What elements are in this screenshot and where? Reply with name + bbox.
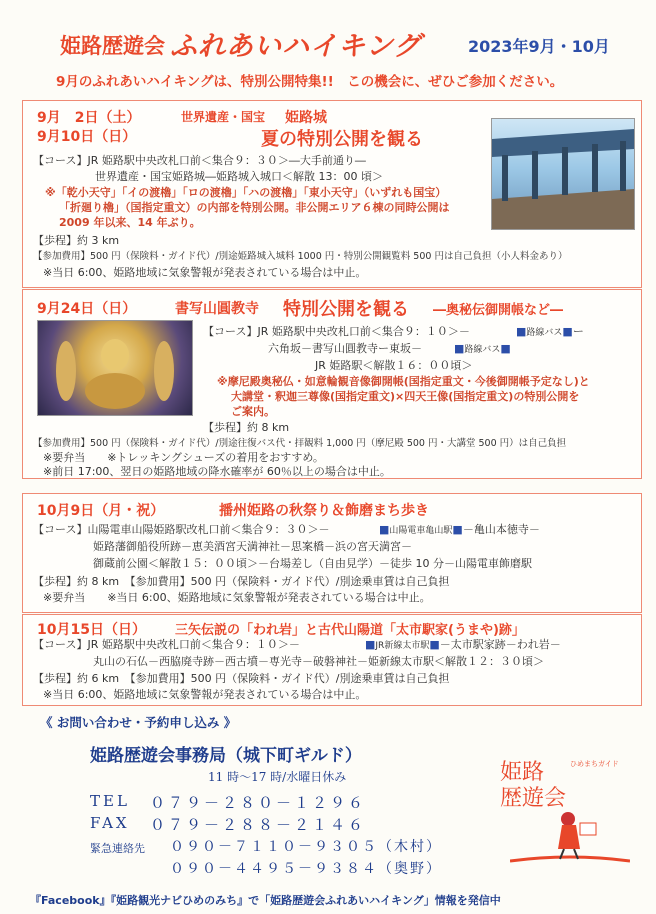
train-icon: ■ [379,523,390,536]
event-place: 書写山圓教寺 [175,301,259,317]
event-warning: ※前日 17:00、翌日の姫路地域の降水確率が 60％以上の場合は中止。 [43,465,391,478]
emergency-number[interactable]: ０９０－４４９５－９３８４（奥野） [170,861,442,877]
event-course: 【コース】JR 姫路駅中央改札口前＜集合９：３０＞―大手前通り― [33,154,366,167]
event-place: 姫路城 [285,110,327,126]
event-title: 特別公開を観る [283,299,409,320]
event-title: 夏の特別公開を観る [261,129,423,150]
event-course: 【コース】JR 姫路駅中央改札口前＜集合９：１０＞－ [33,638,300,651]
office-name: 姫路歴遊会事務局（城下町ギルド） [90,746,362,766]
event-course: 世界遺産・国宝姫路城―姫路城入城口＜解散 13：00 頃＞ [95,170,383,183]
bus-segment [454,341,511,358]
event-note: ※「乾小天守」「イの渡櫓」「ロの渡櫓」「ハの渡櫓」「東小天守」（いずれも国宝） [45,186,447,199]
event-steps: 【歩程】約 8 km [203,421,290,434]
event-note: ご案内。 [231,405,275,418]
bus-segment: ■路線バス■ー [516,325,584,338]
intro-text: 9月のふれあいハイキングは、特別公開特集!! この機会に、ぜひご参加ください。 [56,74,564,90]
event-subtitle: ―奥秘伝御開帳など― [433,303,564,318]
buddha-statue-photo [37,320,193,416]
event-date: 10月15日（日） [37,622,146,638]
bus-label: 路線バス [464,345,501,355]
logo-text: 姫路 [500,760,545,785]
flyer-title: ふれあいハイキング [170,31,422,62]
event-course: 【コース】JR 姫路駅中央改札口前＜集合９：１０＞－ [203,325,470,338]
event-course: 六角坂－書写山圓教寺ー東坂－ [268,342,422,355]
event-date: 9月 2日（土） [37,110,141,126]
event-fee: 【参加費用】500 円（保険料・ガイド代）/別途往復バス代・拝観料 1,000 円（摩尼殿 500 円・大講堂 500 円）は自己負担 [33,438,567,449]
train-label: 山陽電車亀山駅 [389,526,453,536]
event-warning: ※当日 6:00、姫路地域に気象警報が発表されている場合は中止。 [43,688,367,701]
event-box-wareiwa [22,614,642,706]
event-title: 播州姫路の秋祭り＆飾磨まち歩き [219,503,429,519]
emergency-label: 緊急連絡先 [90,842,145,855]
event-box-shosha [22,289,642,479]
train-segment [379,522,540,539]
org-name: 姫路歴遊会 [60,34,165,58]
bus-icon: ■ [500,342,511,355]
flyer-date: 2023年9月・10月 [468,37,610,56]
train-icon: ■ [429,638,440,651]
event-course: JR 姫路駅＜解散１６：００頃＞ [315,359,473,372]
logo-small-text: ひめまちガイド [570,760,619,768]
event-steps: 【歩程】約 3 km [33,234,120,247]
event-course: 姫路藩御船役所跡－恵美酒宮天満神社－思案橋－浜の宮天満宮－ [93,540,412,553]
emergency-number[interactable]: ０９０－７１１０－９３０５（木村） [170,839,442,855]
event-steps-fee: 【歩程】約 6 km 【参加費用】500 円（保険料・ガイド代）/別途乗車賃は自己負担 [33,672,450,685]
rekiyukai-logo [490,755,640,870]
event-fee: 【参加費用】500 円（保険料・ガイド代）/別途姫路城入城料 1000 円・特別公開観覧料 500 円は自己負担（小人料金あり） [33,251,568,262]
event-date: 9月10日（日） [37,129,137,145]
event-bring: ※要弁当 ※トレッキングシューズの着用をおすすめ。 [43,451,324,464]
event-warning: ※当日 6:00、姫路地域に気象警報が発表されている場合は中止。 [43,266,367,279]
castle-corridor-photo [491,118,635,230]
event-steps-fee: 【歩程】約 8 km 【参加費用】500 円（保険料・ガイド代）/別途乗車賃は自己負担 [33,575,450,588]
fax-label: FAX [90,814,130,832]
train-icon: ■ [452,523,463,536]
logo-text: 歴遊会 [500,786,567,811]
event-box-autumn-festival [22,493,642,613]
event-box-himeji-castle [22,100,642,288]
event-course: 御蔵前公園＜解散１５：００頃＞－台場差し（自由見学）－徒歩 10 分－山陽電車飾磨駅 [93,557,532,570]
bus-icon: ■ [562,325,573,338]
footer-text: 『Facebook』『姫路観光ナビひめのみち』で「姫路歴遊会ふれあいハイキング」情報を発信中 [30,894,501,907]
event-date: 10月9日（月・祝） [37,503,165,519]
train-icon: ■ [365,638,376,651]
tel-number[interactable]: ０７９－２８０－１２９６ [150,794,367,812]
fax-number: ０７９－２８８－２１４６ [150,816,367,834]
bus-icon: ■ [454,342,465,355]
event-note: ※摩尼殿奥秘仏・如意輪観音像御開帳(国指定重文・今後御開帳予定なし)と [217,375,590,388]
contact-heading: 《 お問い合わせ・予約申し込み 》 [40,715,237,730]
event-course: －亀山本徳寺－ [462,523,540,536]
guide-figure-icon [510,805,630,865]
event-course: 丸山の石仏－西脇廃寺跡－西古墳－専光寺－破磐神社－姫新線太市駅＜解散１２：３０頃＞ [93,655,544,668]
office-hours: 11 時～17 時/水曜日休み [208,770,347,784]
event-warning: ※要弁当 ※当日 6:00、姫路地域に気象警報が発表されている場合は中止。 [43,591,431,604]
event-course: 【コース】山陽電車山陽姫路駅改札口前＜集合９：３０＞－ [33,523,330,536]
event-note: 大講堂・釈迦三尊像(国指定重文)×四天王像(国指定重文)の特別公開を [231,390,580,403]
event-note: 2009 年以来、14 年ぶり。 [59,216,201,229]
bus-label: 路線バス [526,328,563,338]
event-date: 9月24日（日） [37,301,137,317]
event-tag: 世界遺産・国宝 [181,110,266,124]
tel-label: TEL [90,792,130,810]
train-label: JR新線太市駅 [375,641,430,651]
train-segment [365,637,561,654]
bus-icon: ■ [516,325,527,338]
event-title: 三矢伝説の「われ岩」と古代山陽道「太市駅家(うまや)跡」 [175,623,525,638]
event-note: 「折廻り櫓」（国指定重文）の内部を特別公開。非公開エリア６棟の同時公開は [59,201,450,214]
event-course: －太市駅家跡－われ岩－ [439,638,561,651]
